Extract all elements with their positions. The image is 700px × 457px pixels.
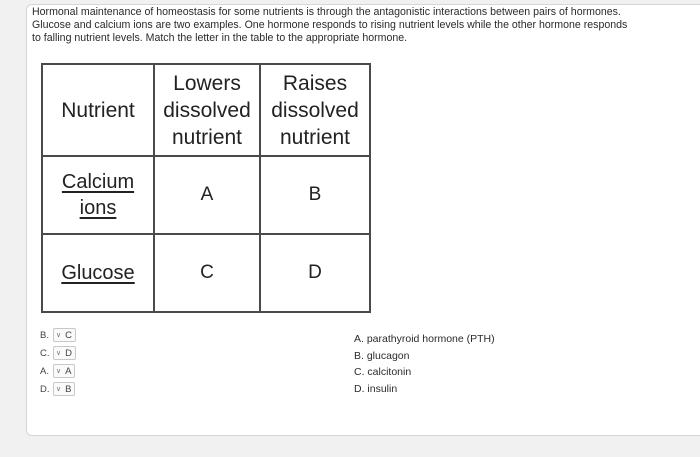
header-lowers-line: Lowers [173,71,241,95]
answer-selected-value: A [65,365,72,377]
answer-row [40,380,76,398]
header-raises-line: nutrient [279,125,351,149]
answer-letter: C. [40,347,50,359]
hormone-table [41,63,371,313]
hormone-option: C. calcitonin [354,366,412,378]
answer-row [40,344,76,362]
header-raises [260,64,370,156]
cell-glucose-lowers: C [154,234,260,312]
cell-calcium-raises: B [260,156,370,234]
table-row [42,156,370,234]
answer-selected-value: B [65,383,72,395]
header-nutrient: Nutrient [42,64,154,156]
question-text [32,6,700,45]
question-line: Hormonal maintenance of homeostasis for some nutrients is through the antagonistic interactions between pairs of hormones. [32,6,621,18]
answer-letter: B. [40,329,49,341]
answer-list [40,326,76,398]
header-raises-line: dissolved [271,98,359,122]
hormone-option: A. parathyroid hormone (PTH) [354,333,495,345]
cell-calcium-lowers: A [154,156,260,234]
header-raises-line: Raises [282,71,348,95]
row-label-line: ions [79,197,117,219]
header-lowers-line: nutrient [171,125,243,149]
cell-glucose-raises: D [260,234,370,312]
answer-selected-value: C [65,329,72,341]
row-label-calcium [42,156,154,234]
answer-row [40,362,76,380]
table-header-row [42,64,370,156]
answer-select[interactable] [53,364,75,378]
answer-select[interactable] [53,346,76,360]
row-label-line: Calcium [61,171,135,193]
question-line: Glucose and calcium ions are two examples. One hormone responds to rising nutrient levels while the other hormone responds [32,19,628,31]
answer-selected-value: D [65,347,72,359]
row-label-glucose [42,234,154,312]
header-lowers-line: dissolved [163,98,251,122]
answer-select[interactable] [53,328,76,342]
chevron-down-icon: ∨ [56,386,62,393]
answer-letter: A. [40,365,49,377]
answer-select[interactable] [53,382,75,396]
chevron-down-icon: ∨ [56,368,62,375]
table-row [42,234,370,312]
hormone-option: B. glucagon [354,349,410,362]
hormone-options [354,331,495,397]
chevron-down-icon: ∨ [56,332,62,339]
header-lowers [154,64,260,156]
question-line: to falling nutrient levels. Match the letter in the table to the appropriate hormone. [32,32,408,44]
row-label-line: Glucose [61,262,135,284]
answer-letter: D. [40,383,50,395]
chevron-down-icon: ∨ [56,350,62,357]
hormone-option: D. insulin [354,382,398,395]
answer-row [40,326,76,344]
